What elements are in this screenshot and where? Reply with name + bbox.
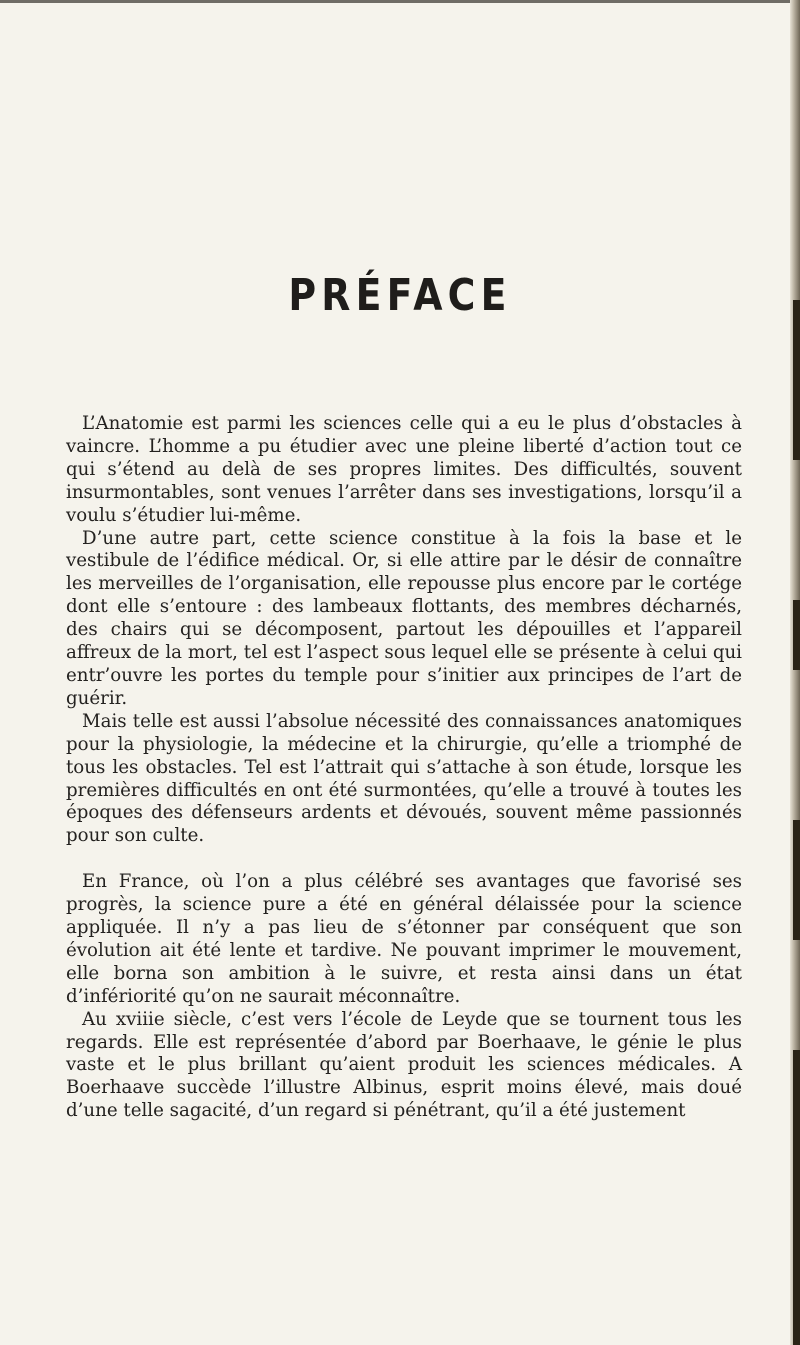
paragraph-4: En France, où l’on a plus célébré ses avantages que favorisé ses progrès, la science pure a été en général délaissée pour la science appliquée. Il n’y a pas lieu de s’étonner par conséquent que son évolution ait été lente et tardive. Ne pouvant imprimer le mouvement, elle borna son ambition à le suivre, et resta ainsi dans un état d’infériorité qu’on ne saurait méconnaître. [66,871,742,1007]
paragraph-2: D’une autre part, cette science constitue à la fois la base et le vestibule de l’édifice médical. Or, si elle attire par le désir de connaître les merveilles de l’organisation, elle repousse plus encore par le cortége dont elle s’entoure : des lambeaux flottants, des membres décharnés, des chairs qui se décomposent, partout les dépouilles et l’appareil affreux de la mort, tel est l’aspect sous lequel elle se présente à celui qui entr’ouvre les portes du temple pour s’initier aux principes de l’art de guérir. [66,527,742,709]
edge-shadow-band [793,1050,800,1345]
page-right-edge [790,0,800,1345]
edge-shadow-band [793,600,800,670]
paragraph-5: Au xviiie siècle, c’est vers l’école de Leyde que se tournent tous les regards. Elle est représentée d’abord par Boerhaave, le génie le plus vaste et le plus brillant qu’aient produit les sciences médicales. A Boerhaave succède l’illustre Albinus, esprit moins élevé, mais doué d’une telle sagacité, d’un regard si pénétrant, qu’il a été justement [66,1008,742,1122]
paragraph-1: L’Anatomie est parmi les sciences celle qui a eu le plus d’obstacles à vaincre. L’homme a pu étudier avec une pleine liberté d’action tout ce qui s’étend au delà de ses propres limites. Des difficultés, souvent insurmontables, sont venues l’arrêter dans ses investigations, lorsqu’il a voulu s’étudier lui-même. [66,413,742,526]
edge-shadow-band [793,820,800,940]
page-top-edge [0,0,790,3]
edge-shadow-band [793,300,800,460]
page-title: PRÉFACE [288,270,512,321]
paragraph-3: Mais telle est aussi l’absolue nécessité des connaissances anatomiques pour la physiologie, la médecine et la chirurgie, qu’elle a triomphé de tous les obstacles. Tel est l’attrait qui s’attache à son étude, lorsque les premières difficultés en ont été surmontées, qu’elle a trouvé à toutes les époques des défenseurs ardents et dévoués, souvent même passionnés pour son culte. [66,710,742,847]
body-text [66,413,742,1123]
